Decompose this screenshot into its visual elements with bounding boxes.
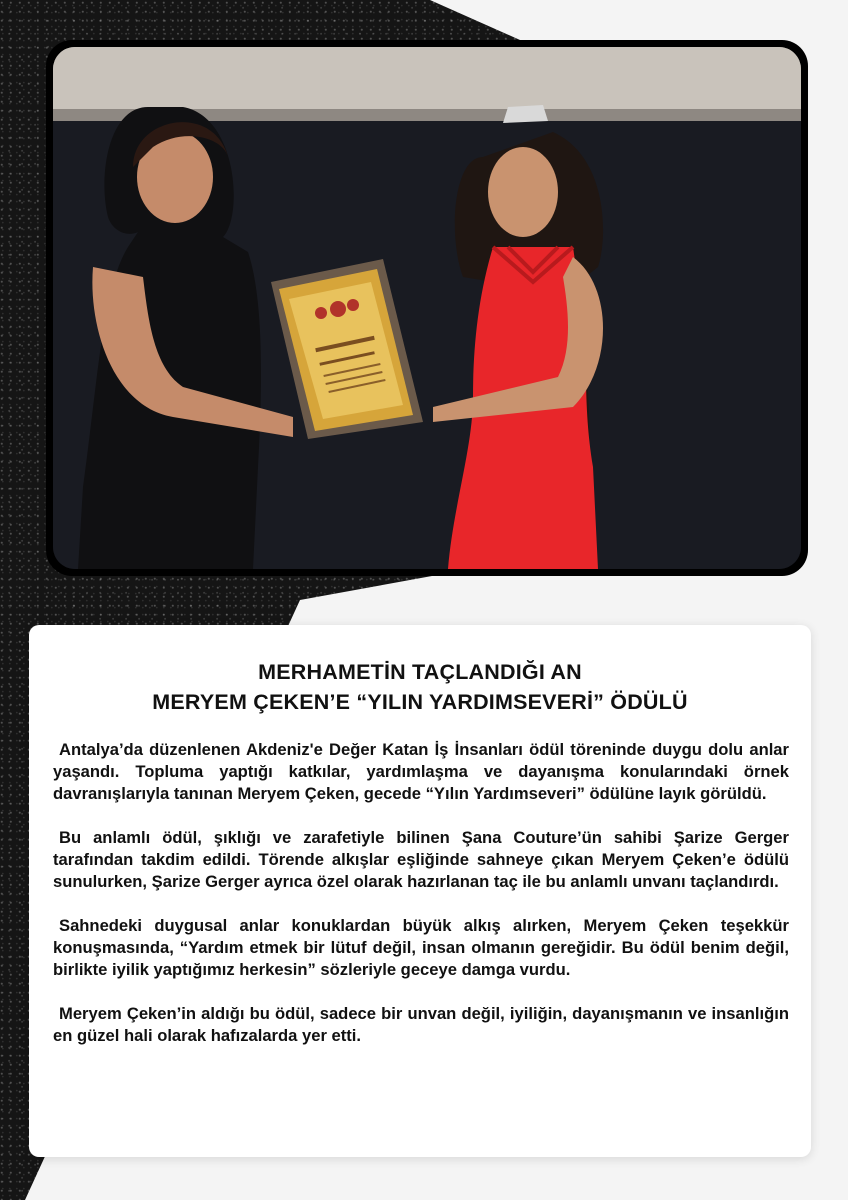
article-body	[53, 739, 789, 1069]
paragraph-4: Meryem Çeken’in aldığı bu ödül, sadece bir unvan değil, iyiliğin, dayanışmanın ve insanlığın en güzel hali olarak hafızalarda yer etti.	[53, 1004, 789, 1045]
headline-line-1: MERHAMETİN TAÇLANDIĞI AN	[258, 660, 582, 684]
article-headline	[29, 657, 811, 717]
photo-frame	[46, 40, 808, 576]
article-card	[29, 625, 811, 1157]
paragraph-2: Bu anlamlı ödül, şıklığı ve zarafetiyle bilinen Şana Couture’ün sahibi Şarize Gerger tarafından takdim edildi. Törende alkışlar eşliğinde sahneye çıkan Meryem Çeken’e ödülü sunulurken, Şarize Gerger ayrıca özel olarak hazırlanan taç ile bu anlamlı unvanı taçlandırdı.	[53, 828, 789, 891]
paragraph-1: Antalya’da düzenlenen Akdeniz'e Değer Katan İş İnsanları ödül töreninde duygu dolu anlar yaşandı. Topluma yaptığı katkılar, yardımlaşma ve dayanışma konularındaki örnek davranışlarıyla tanınan Meryem Çeken, gecede “Yılın Yardımseveri” ödülüne layık görüldü.	[53, 740, 789, 803]
headline-line-2: MERYEM ÇEKEN’E “YILIN YARDIMSEVERİ” ÖDÜLÜ	[152, 690, 688, 714]
award-ceremony-photo	[53, 47, 801, 569]
paragraph-3: Sahnedeki duygusal anlar konuklardan büyük alkış alırken, Meryem Çeken teşekkür konuşmasında, “Yardım etmek bir lütuf değil, insan olmanın gereğidir. Bu ödül benim değil, birlikte iyilik yaptığımız herkesin” sözleriyle geceye damga vurdu.	[53, 916, 789, 979]
photo-illustration	[53, 47, 801, 569]
